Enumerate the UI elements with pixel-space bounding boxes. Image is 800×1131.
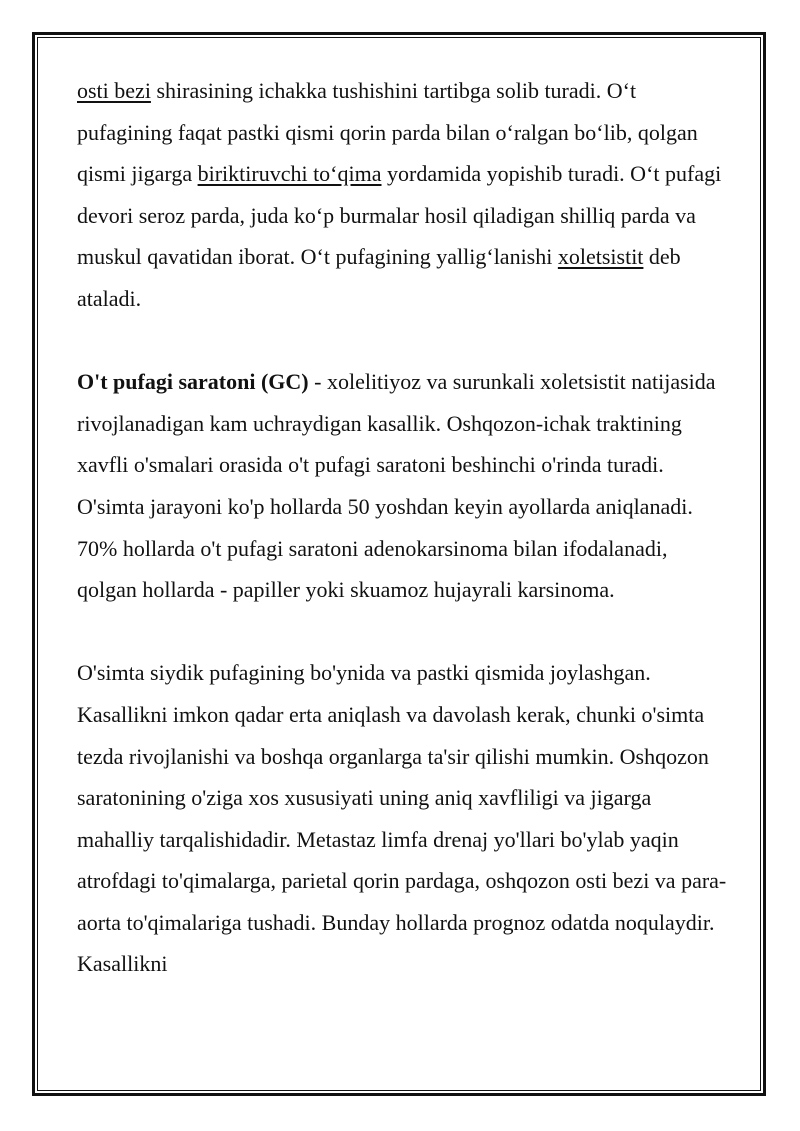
paragraph-gap	[77, 320, 727, 362]
paragraph1-text2: yordamida yopishib turadi. O‘t pufagi devori seroz parda, juda ko‘p burmalar hosil qiladigan shilliq parda va muskul qavatidan iborat. O‘t pufagining yallig‘lanishi	[77, 161, 722, 270]
paragraph1-text1: shirasining ichakka tushishini tartibga solib turadi. O‘t pufagining faqat pastki qismi qorin parda bilan o‘ralgan bo‘lib, qolgan qismi jigarga	[77, 78, 698, 187]
link-biriktiruvchi-toqima[interactable]: biriktiruvchi to‘qima	[197, 161, 382, 187]
paragraph2-text: - xolelitiyoz va surunkali xoletsistit natijasida rivojlanadigan kam uchraydigan kasallik. Oshqozon-ichak traktining xavfli o'smalari orasida o't pufagi saratoni beshinchi o'rinda turadi. O'simta jarayoni ko'p hollarda 50 yoshdan keyin ayollarda aniqlanadi. 70% hollarda o't pufagi saratoni adenokarsinoma bilan ifodalanadi, qolgan hollarda - papiller yoki skuamoz hujayrali karsinoma.	[77, 369, 716, 603]
paragraph1-text3: deb ataladi.	[77, 244, 681, 311]
paragraph-gallbladder-anatomy	[77, 70, 727, 320]
paragraph-gap	[77, 611, 727, 653]
paragraph-gallbladder-cancer	[77, 361, 727, 611]
link-osti-bezi[interactable]: osti bezi	[77, 78, 151, 103]
term-heading: O't pufagi saratoni (GC)	[77, 369, 309, 395]
document-body	[77, 70, 727, 985]
paragraph3-text: O'simta siydik pufagining bo'ynida va pastki qismida joylashgan. Kasallikni imkon qadar erta aniqlash va davolash kerak, chunki o'simta tezda rivojlanishi va boshqa organlarga ta'sir qilishi mumkin. Oshqozon saratonining o'ziga xos xususiyati uning aniq xavfliligi va jigarga mahalliy tarqalishidadir. Metastaz limfa drenaj yo'llari bo'ylab yaqin atrofdagi to'qimalarga, parietal qorin pardaga, oshqozon osti bezi va para-aorta to'qimalariga tushadi. Bunday hollarda prognoz odatda noqulaydir. Kasallikni	[77, 660, 727, 977]
paragraph-tumor-location	[77, 652, 727, 985]
link-xoletsistit[interactable]: xoletsistit	[557, 244, 644, 270]
